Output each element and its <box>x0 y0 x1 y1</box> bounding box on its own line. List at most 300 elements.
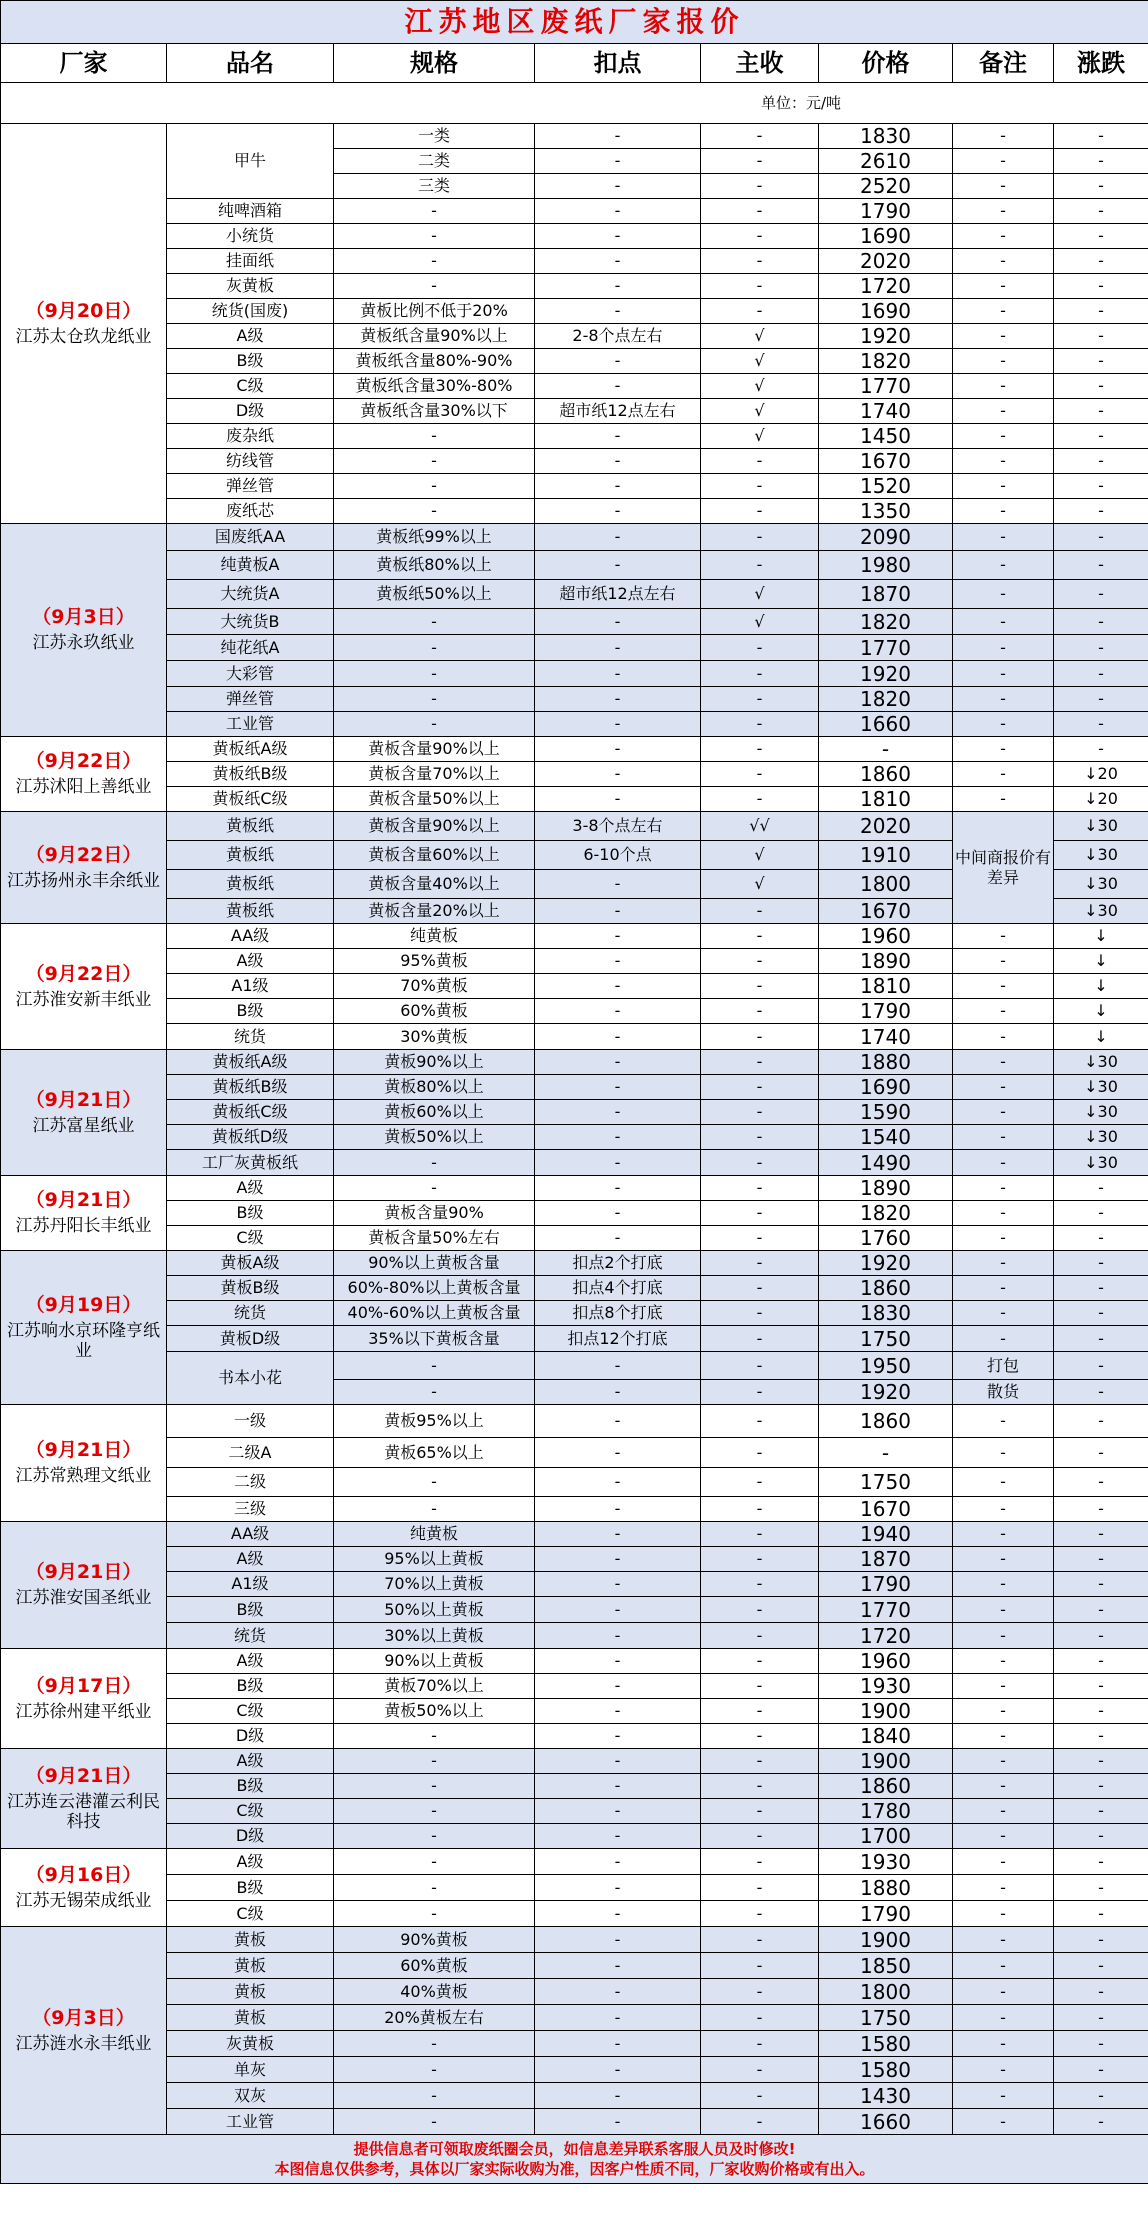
main-collect: - <box>701 1301 819 1326</box>
factory-date: （9月20日） <box>25 299 142 322</box>
spec: 黄板纸含量90%以上 <box>334 324 535 349</box>
deduction: - <box>535 1547 701 1572</box>
deduction: - <box>535 1649 701 1674</box>
deduction: - <box>535 1226 701 1251</box>
change: - <box>1054 1276 1148 1301</box>
price: 1820 <box>819 1201 953 1226</box>
table-row <box>1 1468 1148 1497</box>
change: ↓ <box>1054 924 1148 949</box>
note: - <box>953 999 1054 1024</box>
deduction: - <box>535 1201 701 1226</box>
table-row <box>1 1799 1148 1824</box>
price: 1820 <box>819 609 953 635</box>
table-row <box>1 1226 1148 1251</box>
spec: 90%以上黄板含量 <box>334 1251 535 1276</box>
product-name: 黄板纸 <box>167 812 334 841</box>
change: - <box>1054 199 1148 224</box>
price: 1690 <box>819 1075 953 1100</box>
product-name: 挂面纸 <box>167 249 334 274</box>
product-name: C级 <box>167 374 334 399</box>
note: - <box>953 609 1054 635</box>
price: 1920 <box>819 1380 953 1405</box>
spec: 黄板90%以上 <box>334 1050 535 1075</box>
product-name: C级 <box>167 1699 334 1724</box>
product-name: D级 <box>167 1824 334 1849</box>
note: - <box>953 224 1054 249</box>
deduction: - <box>535 1352 701 1380</box>
spec: 70%以上黄板 <box>334 1572 535 1597</box>
note: - <box>953 1749 1054 1774</box>
product-name: 纺线管 <box>167 449 334 474</box>
deduction: 扣点2个打底 <box>535 1251 701 1276</box>
price: 1900 <box>819 1699 953 1724</box>
product-name: 纯花纸A <box>167 635 334 661</box>
spec: - <box>334 1799 535 1824</box>
table-row <box>1 1749 1148 1774</box>
change: - <box>1054 1953 1148 1979</box>
main-collect: - <box>701 1699 819 1724</box>
price: 1590 <box>819 1100 953 1125</box>
product-name: 黄板A级 <box>167 1251 334 1276</box>
table-row <box>1 609 1148 635</box>
deduction: - <box>535 1497 701 1522</box>
product-name: B级 <box>167 1674 334 1699</box>
deduction: 超市纸12点左右 <box>535 399 701 424</box>
table-row <box>1 1699 1148 1724</box>
deduction: - <box>535 499 701 524</box>
factory-cell <box>1 1405 167 1522</box>
spec: - <box>334 661 535 687</box>
table-row <box>1 1301 1148 1326</box>
spec: - <box>334 1150 535 1176</box>
deduction: - <box>535 635 701 661</box>
deduction: - <box>535 274 701 299</box>
table-row <box>1 499 1148 524</box>
price: 1850 <box>819 1953 953 1979</box>
main-collect: - <box>701 2057 819 2083</box>
spec: 黄板80%以上 <box>334 1075 535 1100</box>
note: - <box>953 324 1054 349</box>
note: - <box>953 1050 1054 1075</box>
product-name: 统货 <box>167 1301 334 1326</box>
main-collect: - <box>701 1468 819 1497</box>
note: - <box>953 1438 1054 1468</box>
main-collect: √√ <box>701 812 819 841</box>
main-collect: - <box>701 924 819 949</box>
product-name: 统货(国废) <box>167 299 334 324</box>
change: - <box>1054 580 1148 609</box>
note: - <box>953 1326 1054 1352</box>
product-name: 黄板纸B级 <box>167 762 334 787</box>
price: 1700 <box>819 1824 953 1849</box>
factory-date: （9月22日） <box>25 750 142 773</box>
main-collect: - <box>701 1824 819 1849</box>
change: - <box>1054 2031 1148 2057</box>
factory-name: 江苏丹阳长丰纸业 <box>15 1216 152 1237</box>
table-row <box>1 1438 1148 1468</box>
product-name: 甲牛 <box>167 124 334 199</box>
deduction: - <box>535 1674 701 1699</box>
product-name: 黄板 <box>167 1953 334 1979</box>
price: 1950 <box>819 1352 953 1380</box>
main-collect: - <box>701 1522 819 1547</box>
main-collect: - <box>701 2109 819 2135</box>
product-name: 大统货B <box>167 609 334 635</box>
change: - <box>1054 374 1148 399</box>
table-row <box>1 1405 1148 1438</box>
product-name: 统货 <box>167 1623 334 1649</box>
price: 1900 <box>819 1927 953 1953</box>
spec: 60%-80%以上黄板含量 <box>334 1276 535 1301</box>
table-row <box>1 399 1148 424</box>
main-collect: - <box>701 199 819 224</box>
spec: 90%以上黄板 <box>334 1649 535 1674</box>
main-collect: - <box>701 712 819 737</box>
main-collect: - <box>701 474 819 499</box>
note: - <box>953 1547 1054 1572</box>
change: - <box>1054 1572 1148 1597</box>
product-name: A级 <box>167 324 334 349</box>
note: - <box>953 474 1054 499</box>
table-row <box>1 1352 1148 1380</box>
change: - <box>1054 1380 1148 1405</box>
table-row <box>1 2109 1148 2135</box>
price: 1740 <box>819 1024 953 1050</box>
change: ↓ <box>1054 1024 1148 1050</box>
table-row <box>1 274 1148 299</box>
deduction: - <box>535 2083 701 2109</box>
product-name: 大彩管 <box>167 661 334 687</box>
product-name: B级 <box>167 349 334 374</box>
change: - <box>1054 1699 1148 1724</box>
deduction: - <box>535 1799 701 1824</box>
note: - <box>953 1075 1054 1100</box>
deduction: 扣点4个打底 <box>535 1276 701 1301</box>
change: - <box>1054 609 1148 635</box>
change: - <box>1054 1405 1148 1438</box>
deduction: - <box>535 299 701 324</box>
change: - <box>1054 1927 1148 1953</box>
price: - <box>819 1438 953 1468</box>
table-row <box>1 2005 1148 2031</box>
main-collect: - <box>701 1649 819 1674</box>
product-name: 废杂纸 <box>167 424 334 449</box>
spec: 20%黄板左右 <box>334 2005 535 2031</box>
spec: 黄板70%以上 <box>334 1674 535 1699</box>
factory-name: 江苏连云港灌云利民科技 <box>7 1791 160 1832</box>
factory-cell <box>1 124 167 524</box>
spec: - <box>334 2109 535 2135</box>
spec: - <box>334 1849 535 1875</box>
product-name: 黄板 <box>167 1979 334 2005</box>
change: - <box>1054 2057 1148 2083</box>
note: - <box>953 1150 1054 1176</box>
table-row <box>1 124 1148 149</box>
change: - <box>1054 1547 1148 1572</box>
table-row <box>1 1276 1148 1301</box>
change: - <box>1054 2083 1148 2109</box>
note: - <box>953 924 1054 949</box>
main-collect: - <box>701 1100 819 1125</box>
change: - <box>1054 324 1148 349</box>
price: 1920 <box>819 661 953 687</box>
note: - <box>953 424 1054 449</box>
product-name: 黄板纸B级 <box>167 1075 334 1100</box>
spec: - <box>334 1352 535 1380</box>
factory-cell <box>1 924 167 1050</box>
spec: - <box>334 1749 535 1774</box>
deduction: - <box>535 609 701 635</box>
price: 2610 <box>819 149 953 174</box>
price: 1770 <box>819 374 953 399</box>
product-name: 弹丝管 <box>167 687 334 712</box>
main-collect: - <box>701 1927 819 1953</box>
deduction: - <box>535 1125 701 1150</box>
price: 1890 <box>819 949 953 974</box>
change: - <box>1054 1201 1148 1226</box>
deduction: 扣点12个打底 <box>535 1326 701 1352</box>
table-row <box>1 1547 1148 1572</box>
price: 1900 <box>819 1749 953 1774</box>
table-row <box>1 949 1148 974</box>
main-collect: - <box>701 661 819 687</box>
product-name: 工厂灰黄板纸 <box>167 1150 334 1176</box>
main-collect: √ <box>701 374 819 399</box>
note: - <box>953 2031 1054 2057</box>
table-row <box>1 1724 1148 1749</box>
factory-cell <box>1 1749 167 1849</box>
main-collect: - <box>701 1547 819 1572</box>
deduction: - <box>535 1623 701 1649</box>
price: 1520 <box>819 474 953 499</box>
note: - <box>953 1724 1054 1749</box>
product-name: 工业管 <box>167 2109 334 2135</box>
spec: - <box>334 274 535 299</box>
change: ↓30 <box>1054 1100 1148 1125</box>
change: ↓ <box>1054 974 1148 999</box>
change: - <box>1054 1774 1148 1799</box>
note: - <box>953 661 1054 687</box>
table-row <box>1 1927 1148 1953</box>
note: - <box>953 787 1054 812</box>
spec: - <box>334 449 535 474</box>
product-name: 一级 <box>167 1405 334 1438</box>
main-collect: √ <box>701 399 819 424</box>
main-collect: - <box>701 1380 819 1405</box>
deduction: - <box>535 974 701 999</box>
price: 1880 <box>819 1875 953 1901</box>
note: - <box>953 124 1054 149</box>
spec: 二类 <box>334 149 535 174</box>
spec: - <box>334 199 535 224</box>
price: 1800 <box>819 1979 953 2005</box>
deduction: - <box>535 474 701 499</box>
product-name: 黄板纸C级 <box>167 787 334 812</box>
product-name: A级 <box>167 1649 334 1674</box>
note: - <box>953 1799 1054 1824</box>
deduction: - <box>535 762 701 787</box>
product-name: AA级 <box>167 1522 334 1547</box>
product-name: 灰黄板 <box>167 274 334 299</box>
deduction: - <box>535 1572 701 1597</box>
change: - <box>1054 399 1148 424</box>
table-row <box>1 1251 1148 1276</box>
factory-name: 江苏永玖纸业 <box>32 633 135 654</box>
spec: - <box>334 1901 535 1927</box>
price: 1830 <box>819 124 953 149</box>
change: - <box>1054 1799 1148 1824</box>
note: - <box>953 1497 1054 1522</box>
table-row <box>1 1075 1148 1100</box>
deduction: - <box>535 2031 701 2057</box>
change: - <box>1054 1623 1148 1649</box>
product-name: 工业管 <box>167 712 334 737</box>
change: ↓30 <box>1054 899 1148 924</box>
main-collect: - <box>701 2031 819 2057</box>
note: - <box>953 2005 1054 2031</box>
factory-cell <box>1 812 167 924</box>
change: - <box>1054 1979 1148 2005</box>
price: 1690 <box>819 224 953 249</box>
unit-label: 单位：元/吨 <box>1 83 1148 124</box>
table-row <box>1 2083 1148 2109</box>
spec: - <box>334 499 535 524</box>
main-collect: - <box>701 1050 819 1075</box>
table-row <box>1 762 1148 787</box>
main-collect: √ <box>701 424 819 449</box>
table-row <box>1 299 1148 324</box>
spec: 黄板纸含量30%-80% <box>334 374 535 399</box>
deduction: - <box>535 1901 701 1927</box>
deduction: - <box>535 712 701 737</box>
product-name: 弹丝管 <box>167 474 334 499</box>
price: 1960 <box>819 924 953 949</box>
note: - <box>953 712 1054 737</box>
main-collect: - <box>701 274 819 299</box>
note: - <box>953 149 1054 174</box>
note: - <box>953 1522 1054 1547</box>
note: - <box>953 737 1054 762</box>
change: ↓20 <box>1054 762 1148 787</box>
factory-cell <box>1 1927 167 2135</box>
spec: - <box>334 2031 535 2057</box>
main-collect: - <box>701 737 819 762</box>
change: - <box>1054 349 1148 374</box>
table-row <box>1 1024 1148 1050</box>
factory-cell <box>1 1251 167 1405</box>
header-name: 品名 <box>167 44 334 83</box>
price: 2520 <box>819 174 953 199</box>
note: - <box>953 449 1054 474</box>
table-row <box>1 712 1148 737</box>
product-name: 双灰 <box>167 2083 334 2109</box>
main-collect: - <box>701 1749 819 1774</box>
factory-name: 江苏富星纸业 <box>32 1115 135 1136</box>
factory-name: 江苏涟水永丰纸业 <box>15 2033 152 2054</box>
factory-date: （9月22日） <box>25 962 142 985</box>
factory-date: （9月22日） <box>25 843 142 866</box>
price: 1870 <box>819 1547 953 1572</box>
note: - <box>953 1276 1054 1301</box>
factory-name: 江苏常熟理文纸业 <box>15 1466 152 1487</box>
factory-name: 江苏沭阳上善纸业 <box>15 777 152 798</box>
spec: 60%黄板 <box>334 1953 535 1979</box>
table-row <box>1 1774 1148 1799</box>
factory-date: （9月16日） <box>25 1863 142 1886</box>
table-row <box>1 635 1148 661</box>
table-row <box>1 1100 1148 1125</box>
change: - <box>1054 1176 1148 1201</box>
factory-cell <box>1 1649 167 1749</box>
spec: 黄板含量50%左右 <box>334 1226 535 1251</box>
main-collect: - <box>701 174 819 199</box>
note: - <box>953 1597 1054 1623</box>
product-name: AA级 <box>167 924 334 949</box>
change: - <box>1054 1875 1148 1901</box>
main-collect: - <box>701 149 819 174</box>
change: - <box>1054 1749 1148 1774</box>
factory-cell <box>1 1050 167 1176</box>
note: - <box>953 1901 1054 1927</box>
spec: 纯黄板 <box>334 1522 535 1547</box>
product-name: 黄板纸 <box>167 899 334 924</box>
price: 1670 <box>819 449 953 474</box>
price: 1770 <box>819 1597 953 1623</box>
price: 1820 <box>819 687 953 712</box>
footer-line-1: 提供信息者可领取废纸圈会员，如信息差异联系客服人员及时修改! <box>353 2139 796 2158</box>
main-collect: - <box>701 299 819 324</box>
change: - <box>1054 2109 1148 2135</box>
deduction: - <box>535 1468 701 1497</box>
price: 1820 <box>819 349 953 374</box>
deduction: - <box>535 1405 701 1438</box>
product-name: 小统货 <box>167 224 334 249</box>
main-collect: - <box>701 1226 819 1251</box>
change: - <box>1054 635 1148 661</box>
product-name: 黄板纸 <box>167 841 334 870</box>
change: ↓30 <box>1054 1150 1148 1176</box>
price: 1880 <box>819 1050 953 1075</box>
price: 1720 <box>819 274 953 299</box>
table-row <box>1 2031 1148 2057</box>
price: 1790 <box>819 1901 953 1927</box>
main-collect: - <box>701 1979 819 2005</box>
main-collect: √ <box>701 841 819 870</box>
header-note: 备注 <box>953 44 1054 83</box>
spec: - <box>334 687 535 712</box>
deduction: - <box>535 1438 701 1468</box>
table-row <box>1 737 1148 762</box>
table-row <box>1 1572 1148 1597</box>
note: - <box>953 1405 1054 1438</box>
change: - <box>1054 2005 1148 2031</box>
price: 1670 <box>819 899 953 924</box>
note: - <box>953 551 1054 580</box>
spec: - <box>334 2083 535 2109</box>
factory-date: （9月3日） <box>32 2006 135 2029</box>
deduction: - <box>535 1075 701 1100</box>
note: - <box>953 1953 1054 1979</box>
change: ↓ <box>1054 999 1148 1024</box>
deduction: - <box>535 737 701 762</box>
product-name: B级 <box>167 1201 334 1226</box>
note: - <box>953 2083 1054 2109</box>
table-row <box>1 199 1148 224</box>
change: - <box>1054 1901 1148 1927</box>
deduction: - <box>535 2005 701 2031</box>
product-name: 黄板纸 <box>167 870 334 899</box>
main-collect: - <box>701 999 819 1024</box>
